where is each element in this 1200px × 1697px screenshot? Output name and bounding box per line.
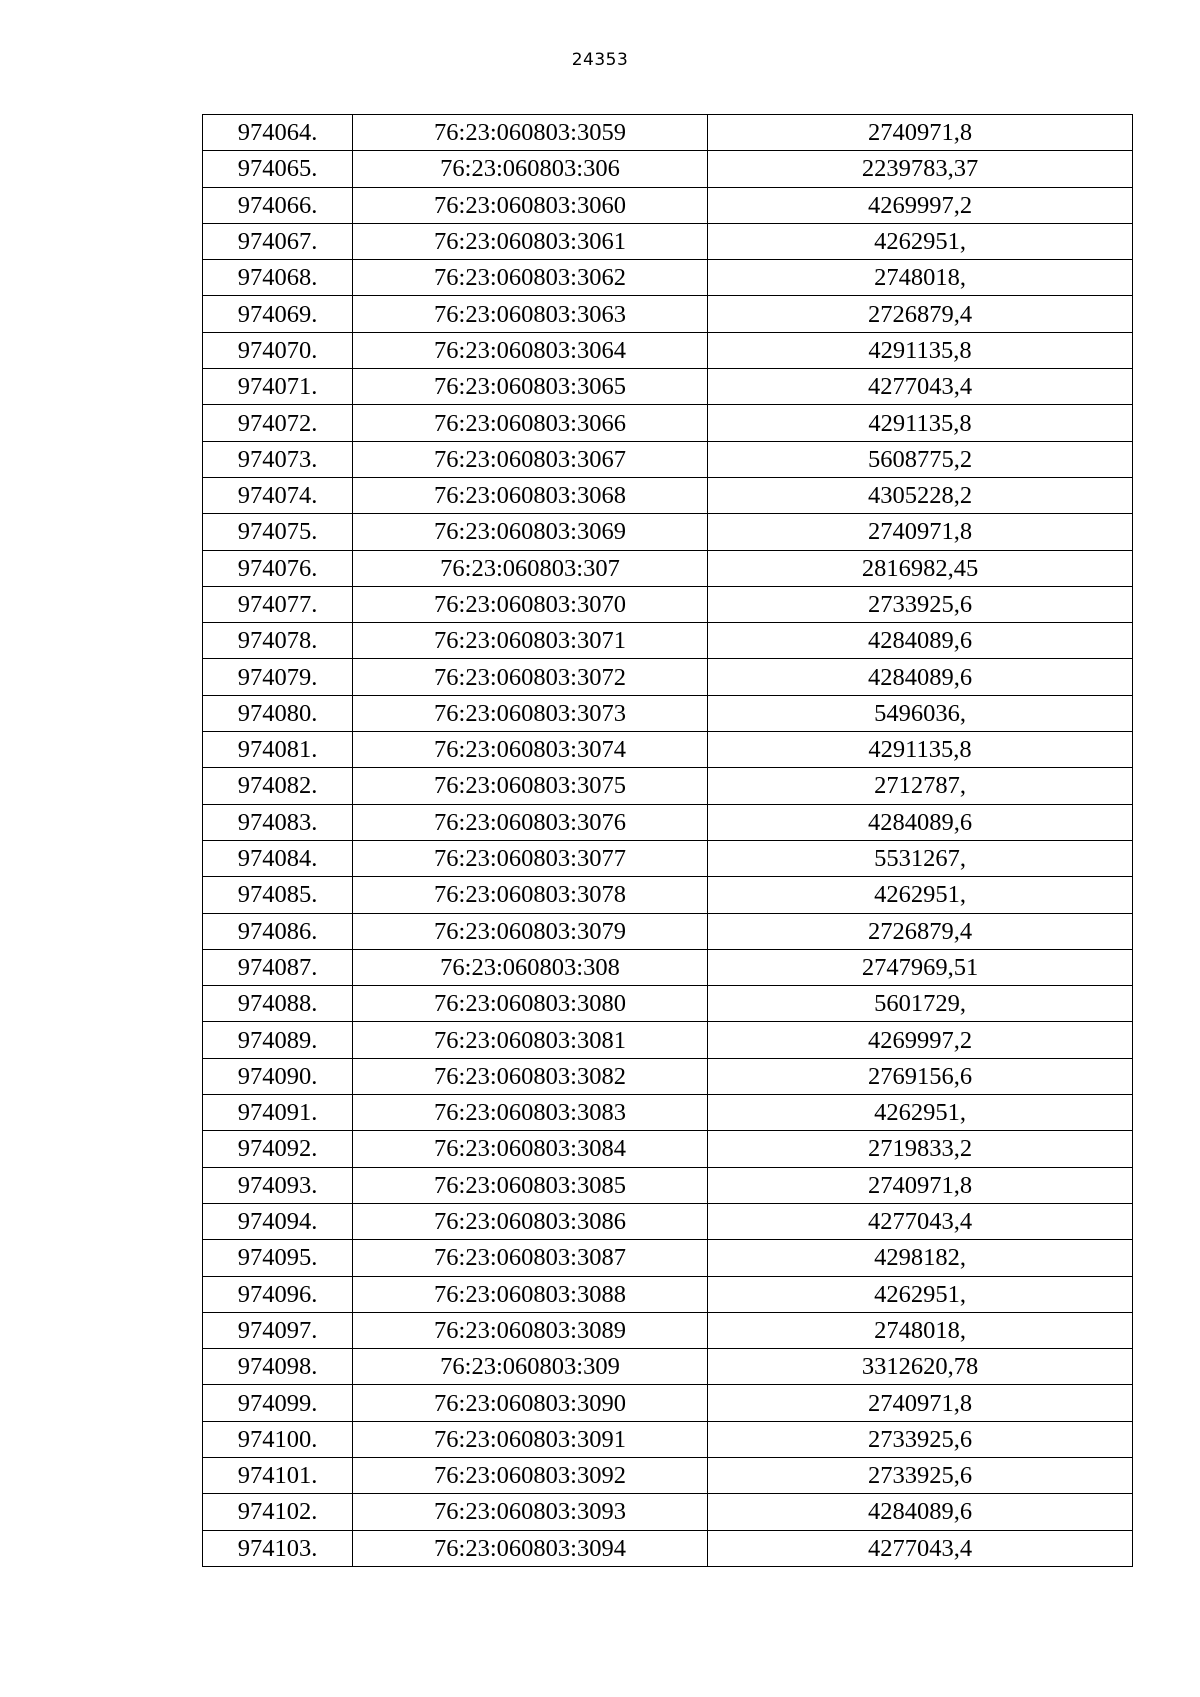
table-row bbox=[203, 659, 1133, 695]
value-cell: 4262951, bbox=[708, 1276, 1133, 1312]
table-row bbox=[203, 1385, 1133, 1421]
value-cell: 4269997,2 bbox=[708, 1022, 1133, 1058]
cadastral-number-cell: 76:23:060803:3068 bbox=[353, 477, 708, 513]
value-cell: 2726879,4 bbox=[708, 913, 1133, 949]
row-number-cell: 974064. bbox=[203, 115, 353, 151]
cadastral-number-cell: 76:23:060803:3086 bbox=[353, 1203, 708, 1239]
value-cell: 4269997,2 bbox=[708, 187, 1133, 223]
cadastral-number-cell: 76:23:060803:3075 bbox=[353, 768, 708, 804]
row-number-cell: 974098. bbox=[203, 1349, 353, 1385]
cadastral-number-cell: 76:23:060803:3062 bbox=[353, 260, 708, 296]
table-row bbox=[203, 877, 1133, 913]
row-number-cell: 974084. bbox=[203, 840, 353, 876]
row-number-cell: 974065. bbox=[203, 151, 353, 187]
cadastral-number-cell: 76:23:060803:3089 bbox=[353, 1312, 708, 1348]
table-row bbox=[203, 151, 1133, 187]
value-cell: 3312620,78 bbox=[708, 1349, 1133, 1385]
cadastral-number-cell: 76:23:060803:3079 bbox=[353, 913, 708, 949]
table-row bbox=[203, 623, 1133, 659]
cadastral-number-cell: 76:23:060803:309 bbox=[353, 1349, 708, 1385]
cadastral-number-cell: 76:23:060803:3082 bbox=[353, 1058, 708, 1094]
value-cell: 4262951, bbox=[708, 877, 1133, 913]
row-number-cell: 974097. bbox=[203, 1312, 353, 1348]
cadastral-number-cell: 76:23:060803:3084 bbox=[353, 1131, 708, 1167]
cadastral-number-cell: 76:23:060803:3078 bbox=[353, 877, 708, 913]
cadastral-number-cell: 76:23:060803:3064 bbox=[353, 332, 708, 368]
row-number-cell: 974102. bbox=[203, 1494, 353, 1530]
row-number-cell: 974099. bbox=[203, 1385, 353, 1421]
table-row bbox=[203, 949, 1133, 985]
row-number-cell: 974079. bbox=[203, 659, 353, 695]
table-body bbox=[203, 115, 1133, 1567]
row-number-cell: 974066. bbox=[203, 187, 353, 223]
cadastral-number-cell: 76:23:060803:3061 bbox=[353, 223, 708, 259]
cadastral-number-cell: 76:23:060803:3063 bbox=[353, 296, 708, 332]
value-cell: 2740971,8 bbox=[708, 1385, 1133, 1421]
table-row bbox=[203, 514, 1133, 550]
value-cell: 4291135,8 bbox=[708, 732, 1133, 768]
value-cell: 4277043,4 bbox=[708, 369, 1133, 405]
value-cell: 2747969,51 bbox=[708, 949, 1133, 985]
cadastral-number-cell: 76:23:060803:3074 bbox=[353, 732, 708, 768]
cadastral-number-cell: 76:23:060803:3072 bbox=[353, 659, 708, 695]
value-cell: 2733925,6 bbox=[708, 586, 1133, 622]
table-row bbox=[203, 1349, 1133, 1385]
cadastral-number-cell: 76:23:060803:3090 bbox=[353, 1385, 708, 1421]
cadastral-number-cell: 76:23:060803:3069 bbox=[353, 514, 708, 550]
row-number-cell: 974091. bbox=[203, 1095, 353, 1131]
value-cell: 4298182, bbox=[708, 1240, 1133, 1276]
value-cell: 2740971,8 bbox=[708, 1167, 1133, 1203]
row-number-cell: 974100. bbox=[203, 1421, 353, 1457]
value-cell: 2769156,6 bbox=[708, 1058, 1133, 1094]
table-row bbox=[203, 913, 1133, 949]
cadastral-number-cell: 76:23:060803:3091 bbox=[353, 1421, 708, 1457]
cadastral-number-cell: 76:23:060803:3092 bbox=[353, 1457, 708, 1493]
table-row bbox=[203, 296, 1133, 332]
row-number-cell: 974075. bbox=[203, 514, 353, 550]
table-row bbox=[203, 986, 1133, 1022]
cadastral-number-cell: 76:23:060803:3066 bbox=[353, 405, 708, 441]
cadastral-number-cell: 76:23:060803:3093 bbox=[353, 1494, 708, 1530]
table-row bbox=[203, 1457, 1133, 1493]
cadastral-number-cell: 76:23:060803:3060 bbox=[353, 187, 708, 223]
cadastral-number-cell: 76:23:060803:3087 bbox=[353, 1240, 708, 1276]
table-row bbox=[203, 550, 1133, 586]
table-row bbox=[203, 1276, 1133, 1312]
row-number-cell: 974070. bbox=[203, 332, 353, 368]
table-row bbox=[203, 1530, 1133, 1566]
value-cell: 5601729, bbox=[708, 986, 1133, 1022]
row-number-cell: 974085. bbox=[203, 877, 353, 913]
value-cell: 2748018, bbox=[708, 1312, 1133, 1348]
row-number-cell: 974080. bbox=[203, 695, 353, 731]
table-row bbox=[203, 804, 1133, 840]
cadastral-number-cell: 76:23:060803:3070 bbox=[353, 586, 708, 622]
row-number-cell: 974087. bbox=[203, 949, 353, 985]
cadastral-table bbox=[202, 114, 1133, 1567]
row-number-cell: 974076. bbox=[203, 550, 353, 586]
value-cell: 2712787, bbox=[708, 768, 1133, 804]
table-row bbox=[203, 260, 1133, 296]
row-number-cell: 974072. bbox=[203, 405, 353, 441]
cadastral-number-cell: 76:23:060803:3071 bbox=[353, 623, 708, 659]
cadastral-number-cell: 76:23:060803:3073 bbox=[353, 695, 708, 731]
cadastral-number-cell: 76:23:060803:3080 bbox=[353, 986, 708, 1022]
row-number-cell: 974069. bbox=[203, 296, 353, 332]
value-cell: 4291135,8 bbox=[708, 405, 1133, 441]
value-cell: 4262951, bbox=[708, 1095, 1133, 1131]
row-number-cell: 974090. bbox=[203, 1058, 353, 1094]
table-row bbox=[203, 1312, 1133, 1348]
table-row bbox=[203, 732, 1133, 768]
row-number-cell: 974082. bbox=[203, 768, 353, 804]
value-cell: 2740971,8 bbox=[708, 514, 1133, 550]
value-cell: 2719833,2 bbox=[708, 1131, 1133, 1167]
value-cell: 2733925,6 bbox=[708, 1421, 1133, 1457]
table-row bbox=[203, 1240, 1133, 1276]
cadastral-number-cell: 76:23:060803:308 bbox=[353, 949, 708, 985]
row-number-cell: 974095. bbox=[203, 1240, 353, 1276]
table-row bbox=[203, 1058, 1133, 1094]
value-cell: 4291135,8 bbox=[708, 332, 1133, 368]
row-number-cell: 974088. bbox=[203, 986, 353, 1022]
cadastral-number-cell: 76:23:060803:3067 bbox=[353, 441, 708, 477]
value-cell: 2733925,6 bbox=[708, 1457, 1133, 1493]
row-number-cell: 974094. bbox=[203, 1203, 353, 1239]
row-number-cell: 974096. bbox=[203, 1276, 353, 1312]
page-number: 24353 bbox=[571, 50, 629, 70]
row-number-cell: 974071. bbox=[203, 369, 353, 405]
cadastral-number-cell: 76:23:060803:3077 bbox=[353, 840, 708, 876]
table-row bbox=[203, 840, 1133, 876]
cadastral-number-cell: 76:23:060803:3083 bbox=[353, 1095, 708, 1131]
value-cell: 4284089,6 bbox=[708, 659, 1133, 695]
table-row bbox=[203, 1421, 1133, 1457]
table-row bbox=[203, 1095, 1133, 1131]
table-row bbox=[203, 332, 1133, 368]
value-cell: 5531267, bbox=[708, 840, 1133, 876]
value-cell: 4277043,4 bbox=[708, 1203, 1133, 1239]
value-cell: 2239783,37 bbox=[708, 151, 1133, 187]
value-cell: 5496036, bbox=[708, 695, 1133, 731]
table-row bbox=[203, 1203, 1133, 1239]
row-number-cell: 974078. bbox=[203, 623, 353, 659]
value-cell: 4305228,2 bbox=[708, 477, 1133, 513]
value-cell: 2816982,45 bbox=[708, 550, 1133, 586]
table-row bbox=[203, 187, 1133, 223]
table-row bbox=[203, 1167, 1133, 1203]
table-row bbox=[203, 1494, 1133, 1530]
table-row bbox=[203, 1022, 1133, 1058]
value-cell: 4284089,6 bbox=[708, 623, 1133, 659]
row-number-cell: 974077. bbox=[203, 586, 353, 622]
value-cell: 4277043,4 bbox=[708, 1530, 1133, 1566]
table-row bbox=[203, 768, 1133, 804]
value-cell: 4284089,6 bbox=[708, 804, 1133, 840]
row-number-cell: 974101. bbox=[203, 1457, 353, 1493]
row-number-cell: 974073. bbox=[203, 441, 353, 477]
table-row bbox=[203, 369, 1133, 405]
row-number-cell: 974089. bbox=[203, 1022, 353, 1058]
cadastral-number-cell: 76:23:060803:3085 bbox=[353, 1167, 708, 1203]
table-row bbox=[203, 441, 1133, 477]
row-number-cell: 974103. bbox=[203, 1530, 353, 1566]
cadastral-number-cell: 76:23:060803:3088 bbox=[353, 1276, 708, 1312]
row-number-cell: 974081. bbox=[203, 732, 353, 768]
row-number-cell: 974092. bbox=[203, 1131, 353, 1167]
cadastral-number-cell: 76:23:060803:3065 bbox=[353, 369, 708, 405]
cadastral-number-cell: 76:23:060803:3081 bbox=[353, 1022, 708, 1058]
cadastral-number-cell: 76:23:060803:3059 bbox=[353, 115, 708, 151]
row-number-cell: 974067. bbox=[203, 223, 353, 259]
value-cell: 2740971,8 bbox=[708, 115, 1133, 151]
cadastral-number-cell: 76:23:060803:306 bbox=[353, 151, 708, 187]
row-number-cell: 974086. bbox=[203, 913, 353, 949]
value-cell: 4284089,6 bbox=[708, 1494, 1133, 1530]
row-number-cell: 974093. bbox=[203, 1167, 353, 1203]
table-row bbox=[203, 115, 1133, 151]
value-cell: 2748018, bbox=[708, 260, 1133, 296]
row-number-cell: 974068. bbox=[203, 260, 353, 296]
value-cell: 4262951, bbox=[708, 223, 1133, 259]
table-row bbox=[203, 477, 1133, 513]
table-row bbox=[203, 1131, 1133, 1167]
row-number-cell: 974083. bbox=[203, 804, 353, 840]
value-cell: 5608775,2 bbox=[708, 441, 1133, 477]
table-row bbox=[203, 405, 1133, 441]
cadastral-number-cell: 76:23:060803:3094 bbox=[353, 1530, 708, 1566]
row-number-cell: 974074. bbox=[203, 477, 353, 513]
value-cell: 2726879,4 bbox=[708, 296, 1133, 332]
table-row bbox=[203, 223, 1133, 259]
table-row bbox=[203, 586, 1133, 622]
table-row bbox=[203, 695, 1133, 731]
cadastral-number-cell: 76:23:060803:3076 bbox=[353, 804, 708, 840]
cadastral-number-cell: 76:23:060803:307 bbox=[353, 550, 708, 586]
